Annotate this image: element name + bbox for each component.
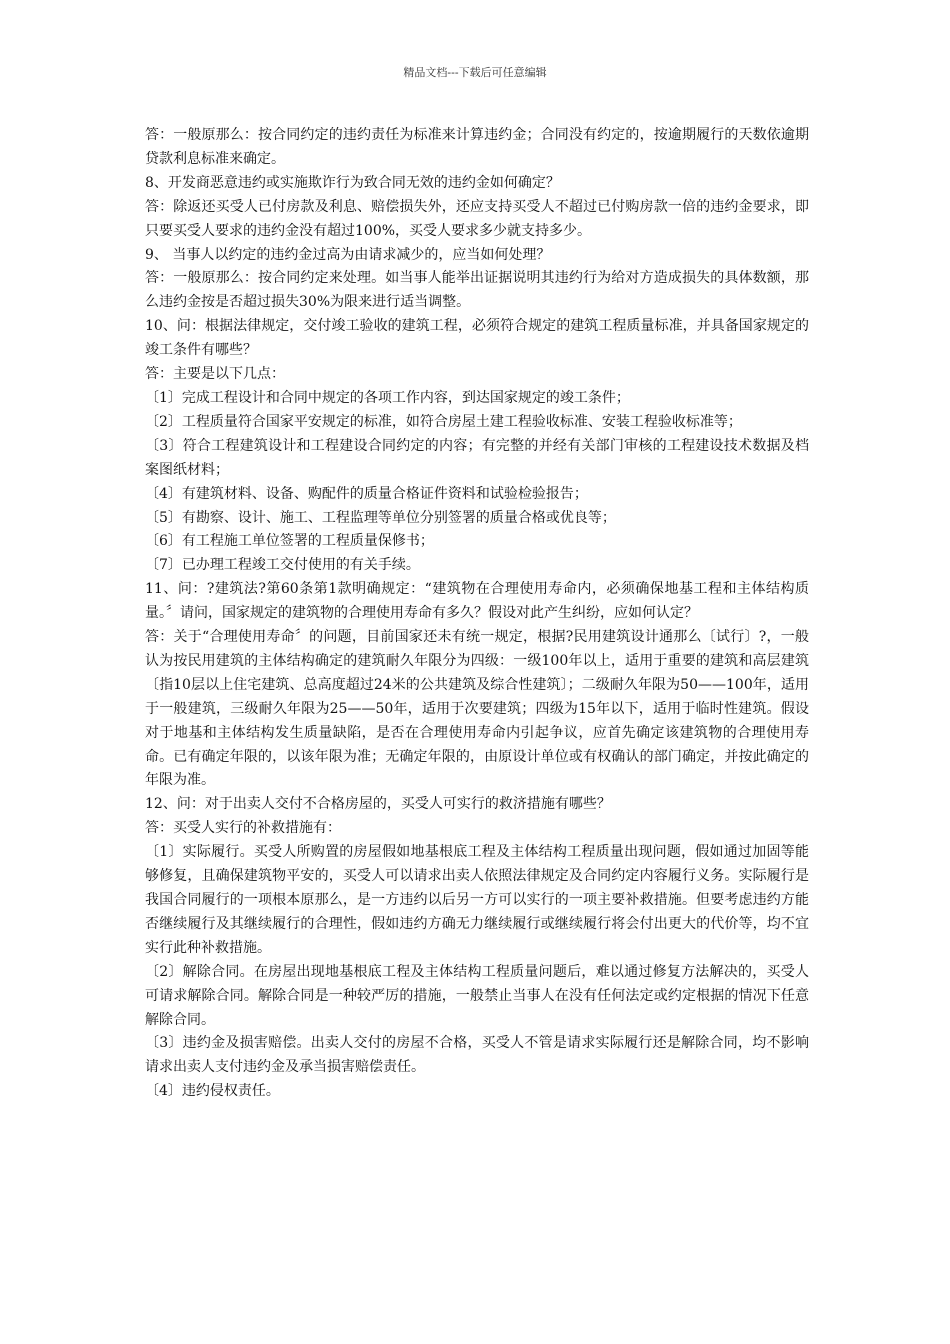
paragraph: 答：一般原那么：按合同约定来处理。如当事人能举出证据说明其违约行为给对方造成损失的具体数额，那么违约金按是否超过损失30%为限来进行适当调整。 xyxy=(145,270,809,311)
list-item: 〔6〕有工程施工单位签署的工程质量保修书； xyxy=(145,533,434,550)
paragraph: 答：除返还买受人已付房款及利息、赔偿损失外，还应支持买受人不超过已付购房款一倍的违约金要求，即只要买受人要求的违约金没有超过100%，买受人要求多少就支持多少。 xyxy=(145,198,809,239)
list-item: 〔2〕工程质量符合国家平安规定的标准，如符合房屋土建工程验收标准、安装工程验收标准等； xyxy=(145,413,742,430)
list-item: 〔1〕实际履行。买受人所购置的房屋假如地基根底工程及主体结构工程质量出现问题，假如通过加固等能够修复，且确保建筑物平安的，买受人可以请求出卖人依照法律规定及合同约定内容履行义务。实际履行是我国合同履行的一项根本原那么，是一方违约以后另一方可以实行的一项主要补救措施。但要考虑违约方能否继续履行及其继续履行的合理性，假如违约方确无力继续履行或继续履行将会付出更大的代价等，均不宜实行此种补救措施。 xyxy=(145,844,809,956)
document-body xyxy=(145,124,809,1104)
paragraph: 答：主要是以下几点： xyxy=(145,366,285,383)
page-header: 精品文档---下载后可任意编辑 xyxy=(403,66,547,79)
paragraph: 答：一般原那么：按合同约定的违约责任为标准来计算违约金；合同没有约定的，按逾期履行的天数依逾期贷款利息标准来确定。 xyxy=(145,127,809,167)
list-item: 〔1〕完成工程设计和合同中规定的各项工作内容，到达国家规定的竣工条件； xyxy=(145,389,630,406)
question: 10、问：根据法律规定，交付竣工验收的建筑工程，必须符合规定的建筑工程质量标准，并具备国家规定的竣工条件有哪些？ xyxy=(145,318,809,359)
paragraph: 答：买受人实行的补救措施有： xyxy=(145,820,341,837)
list-item: 〔4〕有建筑材料、设备、购配件的质量合格证件资料和试验检验报告； xyxy=(145,485,588,502)
question: 12、问：对于出卖人交付不合格房屋的，买受人可实行的救济措施有哪些？ xyxy=(145,796,611,813)
question: 9、 当事人以约定的违约金过高为由请求减少的，应当如何处理？ xyxy=(145,246,551,263)
list-item: 〔3〕符合工程建筑设计和工程建设合同约定的内容；有完整的并经有关部门审核的工程建设技术数据及档案图纸材料； xyxy=(145,437,809,478)
list-item: 〔5〕有勘察、设计、施工、工程监理等单位分别签署的质量合格或优良等； xyxy=(145,509,616,526)
list-item: 〔2〕解除合同。在房屋出现地基根底工程及主体结构工程质量问题后，难以通过修复方法解决的，买受人可请求解除合同。解除合同是一种较严厉的措施，一般禁止当事人在没有任何法定或约定根据的情况下任意解除合同。 xyxy=(145,963,809,1028)
paragraph: 答：关于“合理使用寿命〞的问题，目前国家还未有统一规定，根据?民用建筑设计通那么〔试行〕?，一般认为按民用建筑的主体结构确定的建筑耐久年限分为四级：一级100年以上，适用于重要的建筑和高层建筑〔指10层以上住宅建筑、总高度超过24米的公共建筑及综合性建筑〕；二级耐久年限为50——100年，适用于一般建筑，三级耐久年限为25——50年，适用于次要建筑；四级为15年以下，适用于临时性建筑。假设对于地基和主体结构发生质量缺陷，是否在合理使用寿命内引起争议，应首先确定该建筑物的合理使用寿命。已有确定年限的，以该年限为准；无确定年限的，由原设计单位或有权确认的部门确定，并按此确定的年限为准。 xyxy=(145,629,809,789)
list-item: 〔3〕违约金及损害赔偿。出卖人交付的房屋不合格，买受人不管是请求实际履行还是解除合同，均不影响请求出卖人支付违约金及承当损害赔偿责任。 xyxy=(145,1035,809,1076)
question: 8、开发商恶意违约或实施欺诈行为致合同无效的违约金如何确定？ xyxy=(145,174,560,191)
question: 11、问：?建筑法?第60条第1款明确规定：“建筑物在合理使用寿命内，必须确保地基工程和主体结构质量。〞请问，国家规定的建筑物的合理使用寿命有多久？假设对此产生纠纷，应如何认定？ xyxy=(145,581,809,622)
list-item: 〔4〕违约侵权责任。 xyxy=(145,1083,280,1100)
list-item: 〔7〕已办理工程竣工交付使用的有关手续。 xyxy=(145,557,420,574)
